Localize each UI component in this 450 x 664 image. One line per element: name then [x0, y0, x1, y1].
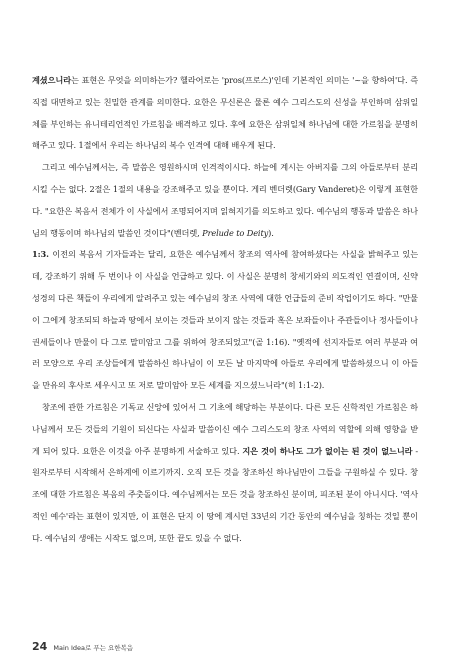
paragraph-3 [32, 244, 418, 397]
emphasis-text: 지은 것이 하나도 그가 없이는 된 것이 없느니라 [242, 445, 413, 456]
paragraph-text: Prelude to Deity [202, 227, 269, 238]
paragraph-text: 창조에 관한 가르침은 기독교 신앙에 있어서 그 기초에 해당하는 부분이다. 다른 모든 신학적인 가르침은 하나님께서 모든 것들의 기원이 되신다는 사실과 말씀이신 예수 그리스도의 창조 사역의 역할에 의해 영향을 받게 되어 있다. 요한은 이것을 아주 분명하게 서술하고 있다. [32, 401, 418, 456]
paragraph-text: ). [268, 227, 274, 238]
paragraph-text: 이전의 복음서 기자들과는 달리, 요한은 예수님께서 창조의 역사에 참여하셨다는 사실을 밝혀주고 있는데, 강조하기 위해 두 번이나 이 사실을 언급하고 있다. 이 사실은 분명히 창세기와의 의도적인 연결이며, 신약 성경의 다른 책들이 우리에게 알려주고 있는 예수님의 창조 사역에 대한 언급들의 준비 작업이기도 하다. "만물이 그에게 창조되되 하늘과 땅에서 보이는 것들과 보이지 않는 것들과 혹은 보좌들이나 주관들이나 정사들이나 권세들이나 만물이 다 그로 말미암고 그를 위하여 창조되었고"(골 1:16). "옛적에 선지자들로 여러 부분과 여러 모양으로 우리 조상들에게 말씀하신 하나님이 이 모든 날 마지막에 아들로 우리에게 말씀하셨으니 이 아들을 만유의 후사로 세우시고 또 저로 말미암아 모든 세계를 지으셨느니라"(히 1:1-2). [32, 249, 419, 391]
paragraph-2 [32, 157, 418, 244]
page-number: 24 [32, 640, 48, 653]
body-text [32, 70, 418, 550]
paragraph-text: - 원자로부터 시작해서 은하계에 이르기까지. 오직 모든 것을 창조하신 하나님만이 그들을 구원하실 수 있다. 창조에 대한 가르침은 복음의 주춧돌이다. 예수님께서는 모든 것을 창조하신 분이며, 피조된 분이 아니시다. '역사적인 예수'라는 표현이 있지만, 이 표현은 단지 이 땅에 계시던 33년의 기간 동안의 예수님을 칭하는 것일 뿐이다. 예수님의 생애는 시작도 없으며, 또한 끝도 있을 수 없다. [32, 445, 418, 543]
paragraph-text: 그리고 예수님께서는, 즉 말씀은 영원하시며 인격적이시다. 하늘에 계시는 아버지를 그의 아들로부터 분리시킬 수는 없다. 2절은 1절의 내용을 강조해주고 있을 뿐이다. 게리 벤더렛(Gary Vanderet)은 이렇게 표현한다. "요한은 복음서 전체가 이 사실에서 조명되어지며 읽혀지기를 의도하고 있다. 예수님의 행동과 말씀은 하나님의 행동이며 하나님의 말씀인 것이다"(벤더렛, [32, 162, 418, 238]
page-footer [32, 640, 133, 653]
emphasis-text: 1:3. [32, 249, 53, 260]
paragraph-1 [32, 70, 418, 157]
paragraph-text: 는 표현은 무엇을 의미하는가? 헬라어로는 'pros(프로스)'인데 기본적인 의미는 '~을 향하여'다. 즉 직접 대면하고 있는 친밀한 관계를 의미한다. 요한은 무신론은 물론 예수 그리스도의 신성을 부인하며 삼위일체를 부인하는 유니테리언적인 가르침을 배격하고 있다. 후에 요한은 삼위일체 하나님에 대한 가르침을 분명히 해주고 있다. 1절에서 우리는 하나님의 복수 인격에 대해 배우게 된다. [32, 75, 418, 151]
emphasis-text: 계셨으니라 [32, 75, 72, 85]
book-title: Main Idea로 푸는 요한복음 [53, 644, 134, 652]
paragraph-4 [32, 397, 418, 550]
